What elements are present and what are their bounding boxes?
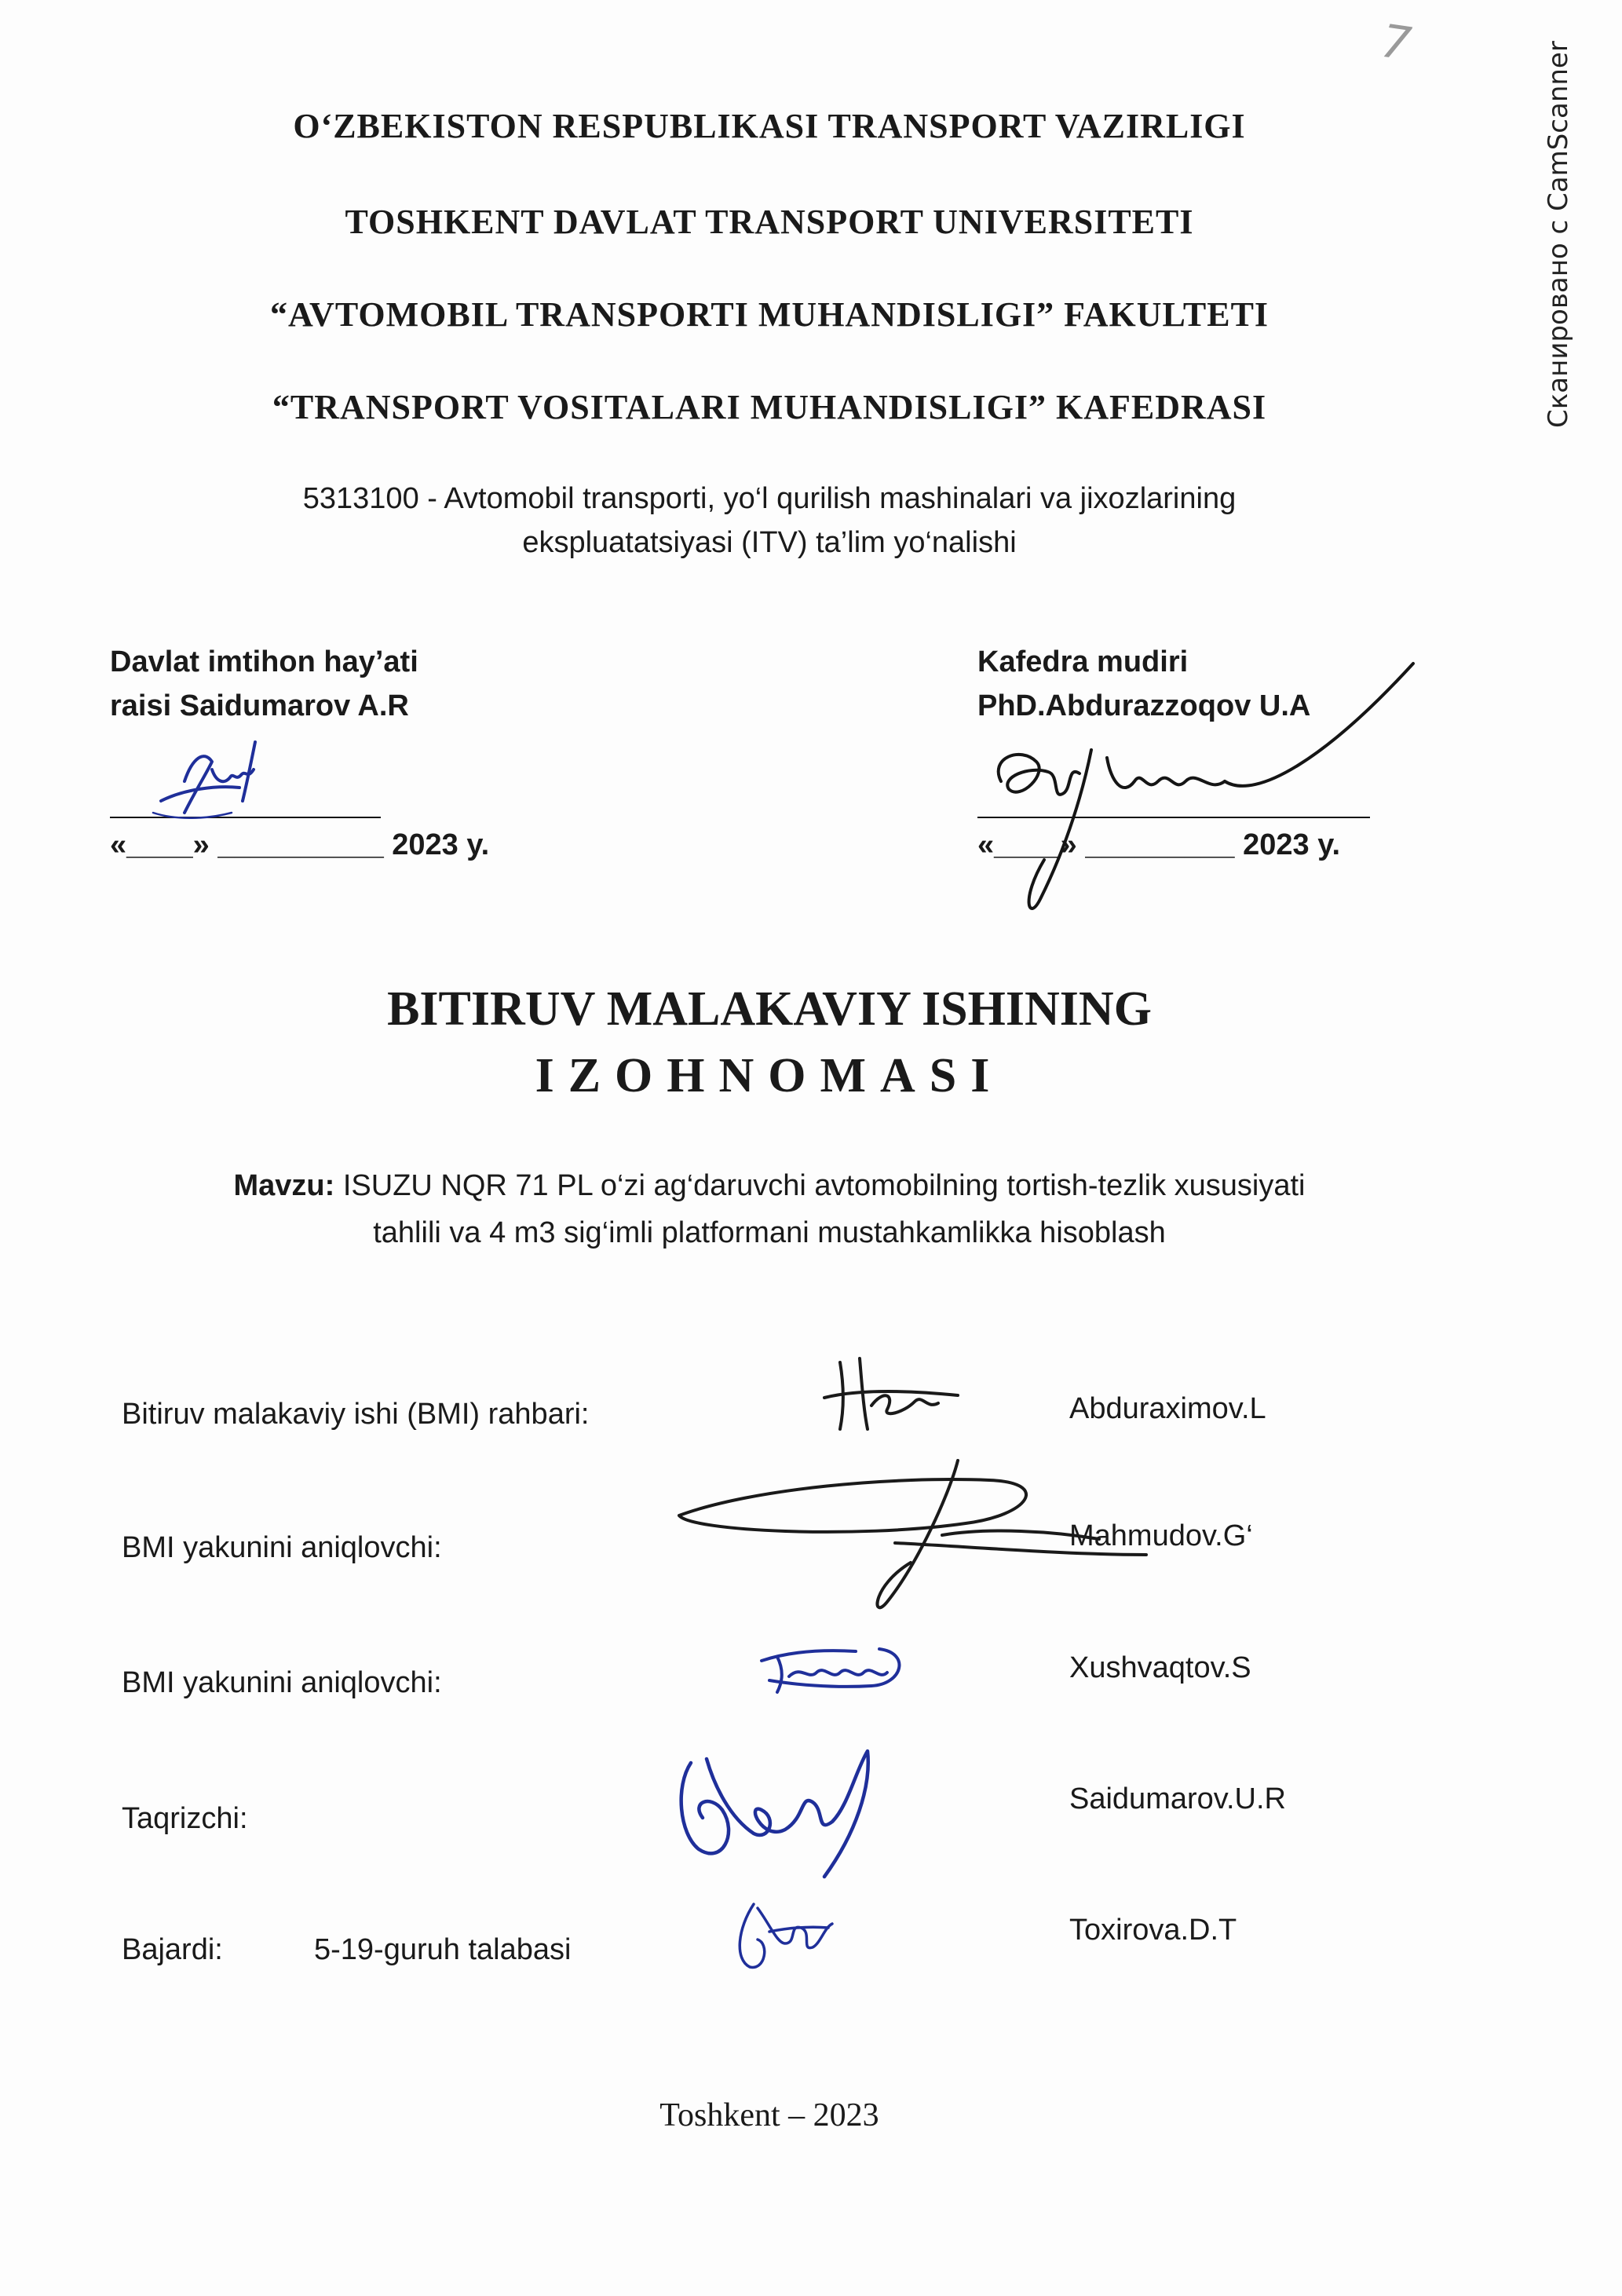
topic-line-1 <box>0 1162 1539 1209</box>
supervisor-signature <box>809 1347 966 1449</box>
topic-line-2: tahlili va 4 m3 sig‘imli platformani mustahkamlikka hisoblash <box>373 1216 1166 1249</box>
university-title: TOSHKENT DAVLAT TRANSPORT UNIVERSITETI <box>345 203 1194 241</box>
examiner-1-signature <box>659 1445 1146 1618</box>
role-name-examiner-2: Xushvaqtov.S <box>1069 1651 1251 1684</box>
topic-text-1: ISUZU NQR 71 PL o‘zi ag‘daruvchi avtomobilning tortish-tezlik xususiyati <box>342 1169 1306 1202</box>
document-subtitle: IZOHNOMASI <box>535 1049 1004 1102</box>
program-line-2: ekspluatatsiyasi (ITV) ta’lim yo‘nalishi <box>522 526 1017 559</box>
role-name-performer: Toxirova.D.T <box>1069 1914 1237 1947</box>
reviewer-signature <box>667 1739 879 1881</box>
approval-left-date: «____» __________ 2023 y. <box>110 828 490 861</box>
chairman-signature <box>137 726 294 844</box>
page-number: 7 <box>1378 13 1415 71</box>
examiner-2-signature <box>754 1637 926 1708</box>
city-year-footer: Toshkent – 2023 <box>659 2097 879 2133</box>
ministry-title: O‘ZBEKISTON RESPUBLIKASI TRANSPORT VAZIRLIGI <box>293 107 1246 145</box>
approval-left-person: raisi Saidumarov A.R <box>110 689 409 722</box>
role-label-examiner-1: BMI yakunini aniqlovchi: <box>122 1531 442 1564</box>
role-label-examiner-2: BMI yakunini aniqlovchi: <box>122 1666 442 1699</box>
role-label-reviewer: Taqrizchi: <box>122 1802 248 1835</box>
role-label-performer: Bajardi: <box>122 1933 223 1966</box>
approval-right-person: PhD.Abdurazzoqov U.A <box>977 689 1311 722</box>
role-group-performer: 5-19-guruh talabasi <box>314 1933 572 1966</box>
role-name-examiner-1: Mahmudov.G‘ <box>1069 1519 1253 1552</box>
program-line-1: 5313100 - Avtomobil transporti, yo‘l qurilish mashinalari va jixozlarining <box>302 482 1237 515</box>
document-title: BITIRUV MALAKAVIY ISHINING <box>387 982 1152 1036</box>
approval-right-role: Kafedra mudiri <box>977 645 1189 678</box>
approval-right-date: «____» _________ 2023 y. <box>977 828 1341 861</box>
approval-left-role: Davlat imtihon hay’ati <box>110 645 418 678</box>
topic-label: Mavzu: <box>233 1169 335 1202</box>
department-title: “TRANSPORT VOSITALARI MUHANDISLIGI” KAFEDRASI <box>272 388 1267 426</box>
department-head-signature <box>974 664 1445 930</box>
camscanner-watermark: Сканировано с CamScanner <box>1543 41 1574 428</box>
faculty-title: “AVTOMOBIL TRANSPORTI MUHANDISLIGI” FAKULTETI <box>269 295 1269 334</box>
role-name-supervisor: Abduraximov.L <box>1069 1392 1266 1425</box>
approval-left <box>110 640 418 728</box>
role-name-reviewer: Saidumarov.U.R <box>1069 1782 1286 1815</box>
performer-signature <box>722 1888 840 1975</box>
role-label-supervisor: Bitiruv malakaviy ishi (BMI) rahbari: <box>122 1398 590 1431</box>
